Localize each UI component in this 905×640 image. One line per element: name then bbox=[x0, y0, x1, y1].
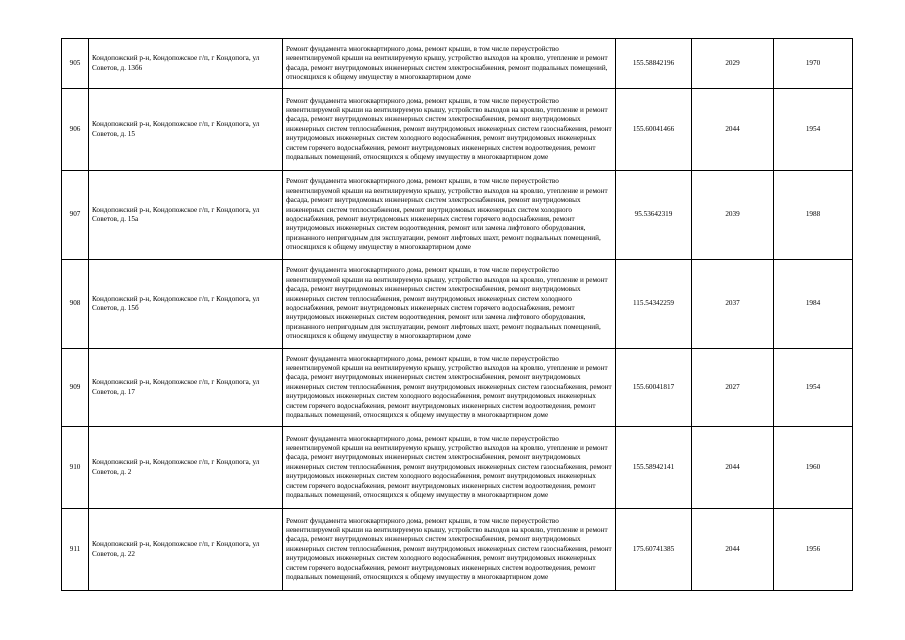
table-row bbox=[62, 509, 853, 591]
table-row bbox=[62, 349, 853, 427]
row-number: 906 bbox=[62, 89, 89, 171]
row-works: Ремонт фундамента многоквартирного дома, ремонт крыши, в том числе переустройство невентилируемой крыши на вентилируемую крышу, устройство выходов на кровлю, утепление и ремонт фасада, ремонт внутридомовых инженерных систем электроснабжения, ремонт подвальных помещений, относящихся к общему имуществу в многоквартирном доме bbox=[283, 39, 616, 89]
row-works: Ремонт фундамента многоквартирного дома, ремонт крыши, в том числе переустройство невентилируемой крыши на вентилируемую крышу, устройство выходов на кровлю, утепление и ремонт фасада, ремонт внутридомовых инженерных систем электроснабжения, ремонт внутридомовых инженерных систем теплоснабжения, ремонт внутридомовых инженерных систем холодного водоснабжения, ремонт внутридомовых инженерных систем горячего водоснабжения, ремонт внутридомовых инженерных систем водоотведения, ремонт или замена лифтового оборудования, признанного непригодным для эксплуатации, ремонт лифтовых шахт, ремонт подвальных помещений, относящихся к общему имуществу в многоквартирном доме bbox=[283, 260, 616, 349]
row-planned-year: 2037 bbox=[692, 260, 774, 349]
table-row bbox=[62, 89, 853, 171]
row-built-year: 1954 bbox=[774, 89, 853, 171]
row-area: 175.60741385 bbox=[616, 509, 692, 591]
records-table bbox=[61, 38, 853, 591]
row-planned-year: 2039 bbox=[692, 171, 774, 260]
row-works: Ремонт фундамента многоквартирного дома, ремонт крыши, в том числе переустройство невентилируемой крыши на вентилируемую крышу, устройство выходов на кровлю, утепление и ремонт фасада, ремонт внутридомовых инженерных систем электроснабжения, ремонт внутридомовых инженерных систем теплоснабжения, ремонт внутридомовых инженерных систем газоснабжения, ремонт внутридомовых инженерных систем холодного водоснабжения, ремонт внутридомовых инженерных систем горячего водоснабжения, ремонт внутридомовых инженерных систем водоотведения, ремонт подвальных помещений, относящихся к общему имуществу в многоквартирном доме bbox=[283, 509, 616, 591]
row-planned-year: 2044 bbox=[692, 89, 774, 171]
row-address: Кондопожский р-н, Кондопожское г/п, г Кондопога, ул Советов, д. 15а bbox=[89, 171, 283, 260]
row-address: Кондопожский р-н, Кондопожское г/п, г Кондопога, ул Советов, д. 15б bbox=[89, 260, 283, 349]
row-built-year: 1984 bbox=[774, 260, 853, 349]
row-works: Ремонт фундамента многоквартирного дома, ремонт крыши, в том числе переустройство невентилируемой крыши на вентилируемую крышу, устройство выходов на кровлю, утепление и ремонт фасада, ремонт внутридомовых инженерных систем электроснабжения, ремонт внутридомовых инженерных систем теплоснабжения, ремонт внутридомовых инженерных систем холодного водоснабжения, ремонт внутридомовых инженерных систем горячего водоснабжения, ремонт внутридомовых инженерных систем водоотведения, ремонт или замена лифтового оборудования, признанного непригодным для эксплуатации, ремонт лифтовых шахт, ремонт подвальных помещений, относящихся к общему имуществу в многоквартирном доме bbox=[283, 171, 616, 260]
row-built-year: 1960 bbox=[774, 427, 853, 509]
row-area: 155.58942141 bbox=[616, 427, 692, 509]
row-works: Ремонт фундамента многоквартирного дома, ремонт крыши, в том числе переустройство невентилируемой крыши на вентилируемую крышу, устройство выходов на кровлю, утепление и ремонт фасада, ремонт внутридомовых инженерных систем электроснабжения, ремонт внутридомовых инженерных систем теплоснабжения, ремонт внутридомовых инженерных систем газоснабжения, ремонт внутридомовых инженерных систем холодного водоснабжения, ремонт внутридомовых инженерных систем горячего водоснабжения, ремонт внутридомовых инженерных систем водоотведения, ремонт подвальных помещений, относящихся к общему имуществу в многоквартирном доме bbox=[283, 427, 616, 509]
row-built-year: 1988 bbox=[774, 171, 853, 260]
row-built-year: 1956 bbox=[774, 509, 853, 591]
row-planned-year: 2027 bbox=[692, 349, 774, 427]
row-planned-year: 2044 bbox=[692, 427, 774, 509]
row-address: Кондопожский р-н, Кондопожское г/п, г Кондопога, ул Советов, д. 22 bbox=[89, 509, 283, 591]
row-area: 155.60041817 bbox=[616, 349, 692, 427]
row-number: 908 bbox=[62, 260, 89, 349]
row-address: Кондопожский р-н, Кондопожское г/п, г Кондопога, ул Советов, д. 13б6 bbox=[89, 39, 283, 89]
row-planned-year: 2029 bbox=[692, 39, 774, 89]
table-row bbox=[62, 39, 853, 89]
row-built-year: 1970 bbox=[774, 39, 853, 89]
row-planned-year: 2044 bbox=[692, 509, 774, 591]
row-number: 909 bbox=[62, 349, 89, 427]
row-number: 910 bbox=[62, 427, 89, 509]
row-number: 907 bbox=[62, 171, 89, 260]
row-built-year: 1954 bbox=[774, 349, 853, 427]
row-works: Ремонт фундамента многоквартирного дома, ремонт крыши, в том числе переустройство невентилируемой крыши на вентилируемую крышу, устройство выходов на кровлю, утепление и ремонт фасада, ремонт внутридомовых инженерных систем электроснабжения, ремонт внутридомовых инженерных систем теплоснабжения, ремонт внутридомовых инженерных систем газоснабжения, ремонт внутридомовых инженерных систем холодного водоснабжения, ремонт внутридомовых инженерных систем горячего водоснабжения, ремонт внутридомовых инженерных систем водоотведения, ремонт подвальных помещений, относящихся к общему имуществу в многоквартирном доме bbox=[283, 89, 616, 171]
table-row bbox=[62, 171, 853, 260]
table-row bbox=[62, 427, 853, 509]
table-row bbox=[62, 260, 853, 349]
row-number: 905 bbox=[62, 39, 89, 89]
row-number: 911 bbox=[62, 509, 89, 591]
row-address: Кондопожский р-н, Кондопожское г/п, г Кондопога, ул Советов, д. 17 bbox=[89, 349, 283, 427]
row-works: Ремонт фундамента многоквартирного дома, ремонт крыши, в том числе переустройство невентилируемой крыши на вентилируемую крышу, устройство выходов на кровлю, утепление и ремонт фасада, ремонт внутридомовых инженерных систем электроснабжения, ремонт внутридомовых инженерных систем теплоснабжения, ремонт внутридомовых инженерных систем газоснабжения, ремонт внутридомовых инженерных систем холодного водоснабжения, ремонт внутридомовых инженерных систем горячего водоснабжения, ремонт внутридомовых инженерных систем водоотведения, ремонт подвальных помещений, относящихся к общему имуществу в многоквартирном доме bbox=[283, 349, 616, 427]
row-area: 155.58842196 bbox=[616, 39, 692, 89]
row-area: 95.53642319 bbox=[616, 171, 692, 260]
row-area: 155.60041466 bbox=[616, 89, 692, 171]
row-area: 115.54342259 bbox=[616, 260, 692, 349]
row-address: Кондопожский р-н, Кондопожское г/п, г Кондопога, ул Советов, д. 2 bbox=[89, 427, 283, 509]
row-address: Кондопожский р-н, Кондопожское г/п, г Кондопога, ул Советов, д. 15 bbox=[89, 89, 283, 171]
